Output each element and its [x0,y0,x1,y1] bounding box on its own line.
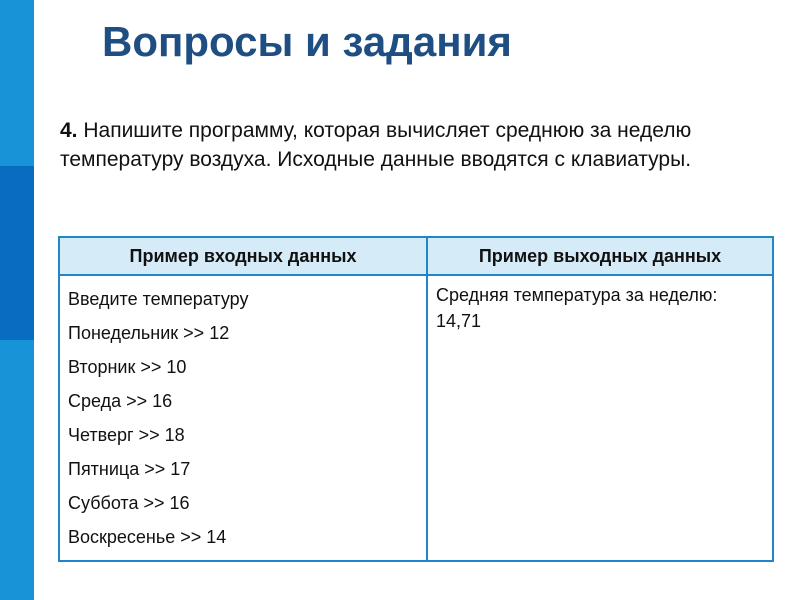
side-accent-segment [0,166,34,340]
example-table [58,236,774,562]
task-number: 4. [60,119,78,142]
task-text: Напишите программу, которая вычисляет среднюю за неделю температуру воздуха. Исходные данные вводятся с клавиатуры. [60,119,692,171]
output-cell [427,275,773,561]
input-line: Введите температуру [68,289,249,309]
input-line: Среда >> 16 [68,391,173,411]
side-accent-bar [0,0,34,600]
input-line: Пятница >> 17 [68,459,191,479]
input-line: Суббота >> 16 [68,493,190,513]
task-paragraph [60,116,770,174]
input-line: Воскресенье >> 14 [68,527,227,547]
table-row [59,275,773,561]
input-line: Понедельник >> 12 [68,323,230,343]
input-cell [59,275,427,561]
slide-title: Вопросы и задания [102,18,512,65]
input-line: Четверг >> 18 [68,425,185,445]
header-input: Пример входных данных [59,237,427,275]
input-line: Вторник >> 10 [68,357,187,377]
output-text: Средняя температура за неделю: 14,71 [436,285,718,331]
table-header-row [59,237,773,275]
header-output: Пример выходных данных [427,237,773,275]
